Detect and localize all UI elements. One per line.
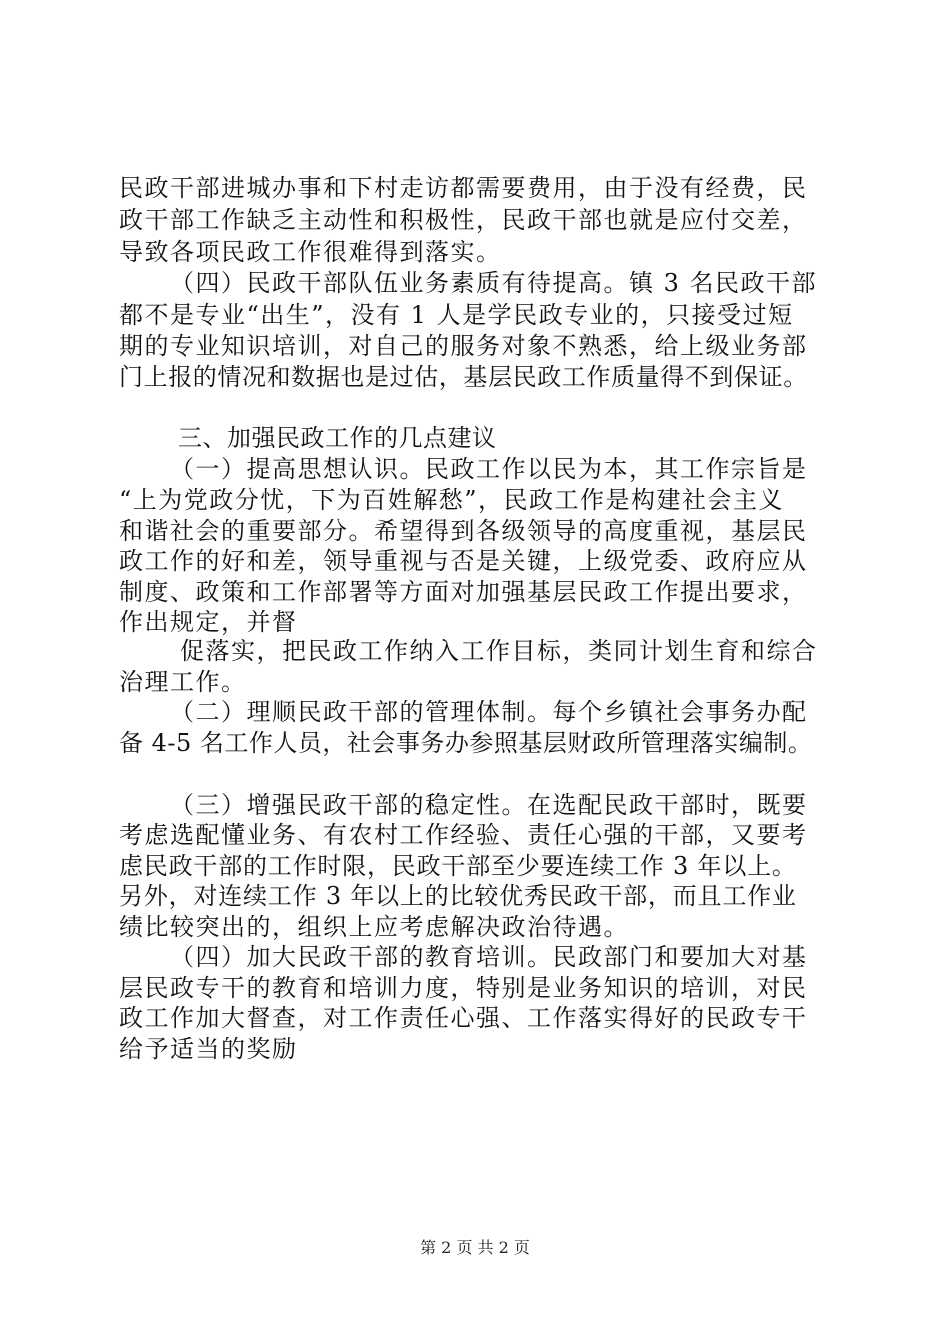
text-line: 和谐社会的重要部分。希望得到各级领导的高度重视，基层民 (119, 517, 808, 545)
text-line: 政工作的好和差，领导重视与否是关键，上级党委、政府应从 (119, 547, 808, 575)
text-line: 期的专业知识培训，对自己的服务对象不熟悉，给上级业务部 (119, 332, 808, 360)
text-line: 促落实，把民政工作纳入工作目标，类同计划生育和综合 (180, 637, 818, 665)
text-line: 作出规定，并督 (119, 608, 298, 636)
text-line: 都不是专业“出生”，没有 1 人是学民政专业的，只接受过短 (119, 301, 794, 329)
text-line: 考虑选配懂业务、有农村工作经验、责任心强的干部，又要考 (119, 821, 808, 849)
page-footer: 第 2 页 共 2 页 (420, 1238, 530, 1257)
text-line: 虑民政干部的工作时限，民政干部至少要连续工作 3 年以上。 (119, 852, 797, 880)
text-line: （三）增强民政干部的稳定性。在选配民政干部时，既要 (170, 791, 808, 819)
text-line: （二）理顺民政干部的管理体制。每个乡镇社会事务办配 (170, 698, 808, 726)
text-line: （四）民政干部队伍业务素质有待提高。镇 3 名民政干部 (170, 269, 818, 297)
text-line: 绩比较突出的，组织上应考虑解决政治待遇。 (119, 913, 629, 941)
text-line: 政干部工作缺乏主动性和积极性，民政干部也就是应付交差， (119, 206, 808, 234)
text-line: 备 4-5 名工作人员，社会事务办参照基层财政所管理落实编制。 (119, 729, 813, 757)
text-line: 门上报的情况和数据也是过估，基层民政工作质量得不到保证。 (119, 363, 808, 391)
text-line: 治理工作。 (119, 668, 247, 696)
text-line: “上为党政分忧，下为百姓解愁”，民政工作是构建社会主义 (119, 486, 785, 514)
section-heading: 三、加强民政工作的几点建议 (178, 424, 497, 452)
text-line: 政工作加大督查，对工作责任心强、工作落实得好的民政专干 (119, 1004, 808, 1032)
text-line: （一）提高思想认识。民政工作以民为本，其工作宗旨是 (170, 455, 808, 483)
text-line: 民政干部进城办事和下村走访都需要费用，由于没有经费，民 (119, 174, 808, 202)
text-line: 层民政专干的教育和培训力度，特别是业务知识的培训，对民 (119, 974, 808, 1002)
text-line: （四）加大民政干部的教育培训。民政部门和要加大对基 (170, 943, 808, 971)
text-line: 另外，对连续工作 3 年以上的比较优秀民政干部，而且工作业 (119, 882, 797, 910)
text-line: 制度、政策和工作部署等方面对加强基层民政工作提出要求， (119, 578, 808, 606)
text-line: 导致各项民政工作很难得到落实。 (119, 238, 502, 266)
text-line: 给予适当的奖励 (119, 1035, 298, 1063)
